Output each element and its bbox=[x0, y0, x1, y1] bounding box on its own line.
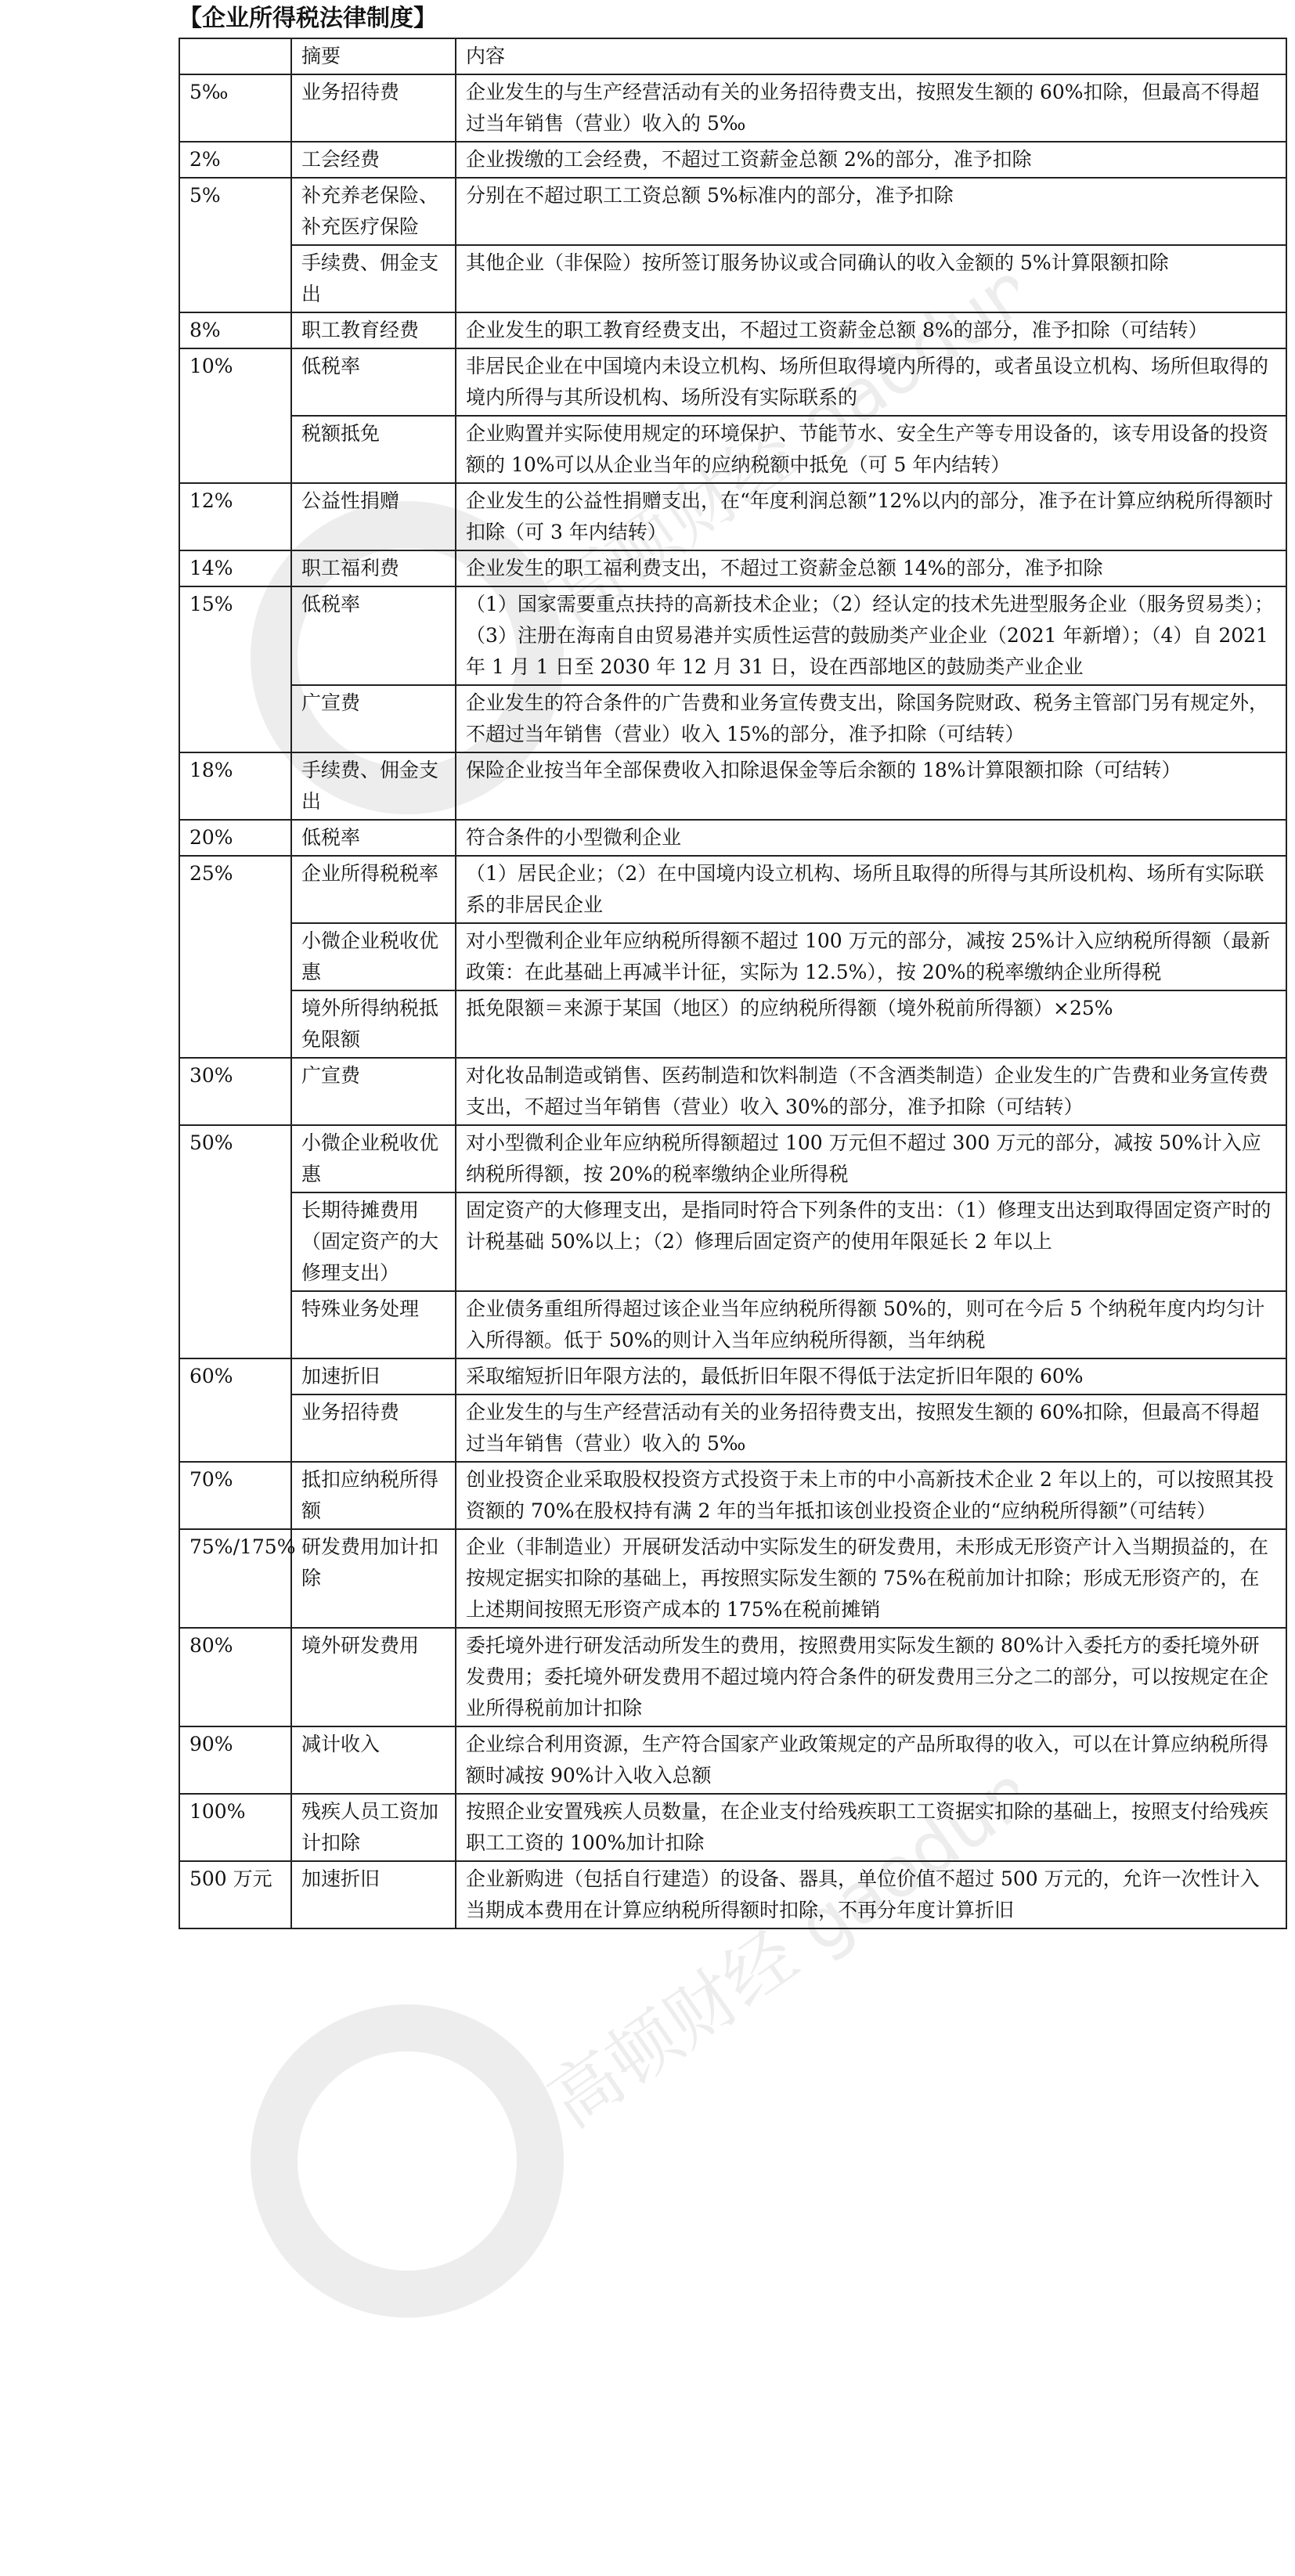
table-row bbox=[179, 1861, 1286, 1928]
item-cell: 企业所得税税率 bbox=[291, 856, 456, 923]
content-cell: 按照企业安置残疾人员数量，在企业支付给残疾职工工资据实扣除的基础上，按照支付给残疾职工工资的 100%加计扣除 bbox=[456, 1794, 1286, 1861]
item-cell: 低税率 bbox=[291, 348, 456, 416]
header-rate bbox=[179, 38, 291, 74]
table-row bbox=[179, 74, 1286, 142]
table-row bbox=[179, 416, 1286, 483]
rate-cell: 14% bbox=[179, 550, 291, 586]
content-cell: 企业发生的与生产经营活动有关的业务招待费支出，按照发生额的 60%扣除，但最高不得超过当年销售（营业）收入的 5‰ bbox=[456, 1394, 1286, 1462]
rate-cell: 25% bbox=[179, 856, 291, 1058]
item-cell: 职工教育经费 bbox=[291, 312, 456, 348]
content-cell: 其他企业（非保险）按所签订服务协议或合同确认的收入金额的 5%计算限额扣除 bbox=[456, 245, 1286, 312]
content-cell: 保险企业按当年全部保费收入扣除退保金等后余额的 18%计算限额扣除（可结转） bbox=[456, 752, 1286, 820]
content-cell: 对小型微利企业年应纳税所得额超过 100 万元但不超过 300 万元的部分，减按 50%计入应纳税所得额，按 20%的税率缴纳企业所得税 bbox=[456, 1125, 1286, 1192]
item-cell: 抵扣应纳税所得额 bbox=[291, 1462, 456, 1529]
content-cell: 企业购置并实际使用规定的环境保护、节能节水、安全生产等专用设备的，该专用设备的投资额的 10%可以从企业当年的应纳税额中抵免（可 5 年内结转） bbox=[456, 416, 1286, 483]
content-cell: 抵免限额＝来源于某国（地区）的应纳税所得额（境外税前所得额）×25% bbox=[456, 990, 1286, 1058]
rate-cell: 70% bbox=[179, 1462, 291, 1529]
rate-cell: 10% bbox=[179, 348, 291, 483]
rate-cell: 30% bbox=[179, 1058, 291, 1125]
content-cell: 采取缩短折旧年限方法的，最低折旧年限不得低于法定折旧年限的 60% bbox=[456, 1358, 1286, 1394]
item-cell: 公益性捐赠 bbox=[291, 483, 456, 550]
table-row bbox=[179, 1125, 1286, 1192]
item-cell: 手续费、佣金支出 bbox=[291, 752, 456, 820]
item-cell: 减计收入 bbox=[291, 1726, 456, 1794]
rate-cell: 15% bbox=[179, 586, 291, 752]
table-row bbox=[179, 1462, 1286, 1529]
table-row bbox=[179, 483, 1286, 550]
content-cell: 非居民企业在中国境内未设立机构、场所但取得境内所得的，或者虽设立机构、场所但取得的境内所得与其所设机构、场所没有实际联系的 bbox=[456, 348, 1286, 416]
content-cell: 创业投资企业采取股权投资方式投资于未上市的中小高新技术企业 2 年以上的，可以按照其投资额的 70%在股权持有满 2 年的当年抵扣该创业投资企业的“应纳税所得额”（可结转） bbox=[456, 1462, 1286, 1529]
item-cell: 低税率 bbox=[291, 820, 456, 856]
item-cell: 特殊业务处理 bbox=[291, 1291, 456, 1358]
item-cell: 职工福利费 bbox=[291, 550, 456, 586]
item-cell: 小微企业税收优惠 bbox=[291, 923, 456, 990]
table-row bbox=[179, 1726, 1286, 1794]
table-row bbox=[179, 1529, 1286, 1628]
item-cell: 长期待摊费用（固定资产的大修理支出） bbox=[291, 1192, 456, 1291]
content-cell: 企业新购进（包括自行建造）的设备、器具，单位价值不超过 500 万元的，允许一次性计入当期成本费用在计算应纳税所得额时扣除，不再分年度计算折旧 bbox=[456, 1861, 1286, 1928]
table-row bbox=[179, 1628, 1286, 1726]
rate-cell: 20% bbox=[179, 820, 291, 856]
rate-cell: 50% bbox=[179, 1125, 291, 1358]
rate-cell: 500 万元 bbox=[179, 1861, 291, 1928]
item-cell: 境外研发费用 bbox=[291, 1628, 456, 1726]
table-row bbox=[179, 856, 1286, 923]
item-cell: 加速折旧 bbox=[291, 1861, 456, 1928]
content-cell: 委托境外进行研发活动所发生的费用，按照费用实际发生额的 80%计入委托方的委托境外研发费用；委托境外研发费用不超过境内符合条件的研发费用三分之二的部分，可以按规定在企业所得税前加计扣除 bbox=[456, 1628, 1286, 1726]
table-row bbox=[179, 1058, 1286, 1125]
rate-cell: 90% bbox=[179, 1726, 291, 1794]
item-cell: 税额抵免 bbox=[291, 416, 456, 483]
table-header-row bbox=[179, 38, 1286, 74]
rate-cell: 100% bbox=[179, 1794, 291, 1861]
rate-cell: 75%/175% bbox=[179, 1529, 291, 1628]
item-cell: 低税率 bbox=[291, 586, 456, 685]
table-row bbox=[179, 245, 1286, 312]
table-row bbox=[179, 990, 1286, 1058]
content-cell: 企业发生的符合条件的广告费和业务宣传费支出，除国务院财政、税务主管部门另有规定外，不超过当年销售（营业）收入 15%的部分，准予扣除（可结转） bbox=[456, 685, 1286, 752]
item-cell: 广宣费 bbox=[291, 685, 456, 752]
table-row bbox=[179, 178, 1286, 245]
table-row bbox=[179, 923, 1286, 990]
page-title: 【企业所得税法律制度】 bbox=[179, 5, 437, 32]
table-row bbox=[179, 1291, 1286, 1358]
table-row bbox=[179, 685, 1286, 752]
rate-cell: 18% bbox=[179, 752, 291, 820]
content-cell: 符合条件的小型微利企业 bbox=[456, 820, 1286, 856]
item-cell: 加速折旧 bbox=[291, 1358, 456, 1394]
header-item: 摘要 bbox=[291, 38, 456, 74]
table-body bbox=[179, 74, 1286, 1928]
rate-cell: 60% bbox=[179, 1358, 291, 1462]
rate-cell: 8% bbox=[179, 312, 291, 348]
item-cell: 小微企业税收优惠 bbox=[291, 1125, 456, 1192]
rate-cell: 5‰ bbox=[179, 74, 291, 142]
rate-cell: 12% bbox=[179, 483, 291, 550]
watermark-text: 高顿财经 gaodun.com bbox=[534, 1723, 1018, 2145]
content-cell: 分别在不超过职工工资总额 5%标准内的部分，准予扣除 bbox=[456, 178, 1286, 245]
table-row bbox=[179, 1794, 1286, 1861]
content-cell: 对小型微利企业年应纳税所得额不超过 100 万元的部分，减按 25%计入应纳税所得额（最新政策：在此基础上再减半计征，实际为 12.5%），按 20%的税率缴纳企业所得税 bbox=[456, 923, 1286, 990]
content-cell: 企业拨缴的工会经费，不超过工资薪金总额 2%的部分，准予扣除 bbox=[456, 142, 1286, 178]
content-cell: 企业发生的职工福利费支出，不超过工资薪金总额 14%的部分，准予扣除 bbox=[456, 550, 1286, 586]
item-cell: 广宣费 bbox=[291, 1058, 456, 1125]
item-cell: 业务招待费 bbox=[291, 74, 456, 142]
header-content: 内容 bbox=[456, 38, 1286, 74]
item-cell: 残疾人员工资加计扣除 bbox=[291, 1794, 456, 1861]
watermark-logo-icon bbox=[274, 2028, 540, 2294]
content-cell: 企业发生的公益性捐赠支出，在“年度利润总额”12%以内的部分，准予在计算应纳税所得额时扣除（可 3 年内结转） bbox=[456, 483, 1286, 550]
content-cell: 固定资产的大修理支出，是指同时符合下列条件的支出：（1）修理支出达到取得固定资产时的计税基础 50%以上；（2）修理后固定资产的使用年限延长 2 年以上 bbox=[456, 1192, 1286, 1291]
content-cell: 企业（非制造业）开展研发活动中实际发生的研发费用，未形成无形资产计入当期损益的，在按规定据实扣除的基础上，再按照实际发生额的 75%在税前加计扣除；形成无形资产的，在上述期间按照无形资产成本的 175%在税前摊销 bbox=[456, 1529, 1286, 1628]
table-row bbox=[179, 586, 1286, 685]
table-row bbox=[179, 348, 1286, 416]
tax-rate-table bbox=[179, 38, 1287, 1929]
watermark-text: 高顿财经 gaodun.com bbox=[534, 219, 1018, 641]
item-cell: 补充养老保险、补充医疗保险 bbox=[291, 178, 456, 245]
content-cell: 企业发生的职工教育经费支出，不超过工资薪金总额 8%的部分，准予扣除（可结转） bbox=[456, 312, 1286, 348]
table-row bbox=[179, 142, 1286, 178]
item-cell: 境外所得纳税抵免限额 bbox=[291, 990, 456, 1058]
table-row bbox=[179, 820, 1286, 856]
rate-cell: 2% bbox=[179, 142, 291, 178]
table-row bbox=[179, 752, 1286, 820]
content-cell: （1）国家需要重点扶持的高新技术企业；（2）经认定的技术先进型服务企业（服务贸易类）；（3）注册在海南自由贸易港并实质性运营的鼓励类产业企业（2021 年新增）；（4）自 2021 年 1 月 1 日至 2030 年 12 月 31 日，设在西部地区的鼓励类产业企业 bbox=[456, 586, 1286, 685]
table-row bbox=[179, 1192, 1286, 1291]
item-cell: 业务招待费 bbox=[291, 1394, 456, 1462]
rate-cell: 5% bbox=[179, 178, 291, 312]
content-cell: 企业债务重组所得超过该企业当年应纳税所得额 50%的，则可在今后 5 个纳税年度内均匀计入所得额。低于 50%的则计入当年应纳税所得额，当年纳税 bbox=[456, 1291, 1286, 1358]
table-row bbox=[179, 312, 1286, 348]
item-cell: 手续费、佣金支出 bbox=[291, 245, 456, 312]
content-cell: 企业综合利用资源，生产符合国家产业政策规定的产品所取得的收入，可以在计算应纳税所得额时减按 90%计入收入总额 bbox=[456, 1726, 1286, 1794]
table-row bbox=[179, 1394, 1286, 1462]
table-row bbox=[179, 550, 1286, 586]
item-cell: 工会经费 bbox=[291, 142, 456, 178]
rate-cell: 80% bbox=[179, 1628, 291, 1726]
content-cell: 对化妆品制造或销售、医药制造和饮料制造（不含酒类制造）企业发生的广告费和业务宣传费支出，不超过当年销售（营业）收入 30%的部分，准予扣除（可结转） bbox=[456, 1058, 1286, 1125]
content-cell: （1）居民企业；（2）在中国境内设立机构、场所且取得的所得与其所设机构、场所有实际联系的非居民企业 bbox=[456, 856, 1286, 923]
content-cell: 企业发生的与生产经营活动有关的业务招待费支出，按照发生额的 60%扣除，但最高不得超过当年销售（营业）收入的 5‰ bbox=[456, 74, 1286, 142]
item-cell: 研发费用加计扣除 bbox=[291, 1529, 456, 1628]
table-row bbox=[179, 1358, 1286, 1394]
